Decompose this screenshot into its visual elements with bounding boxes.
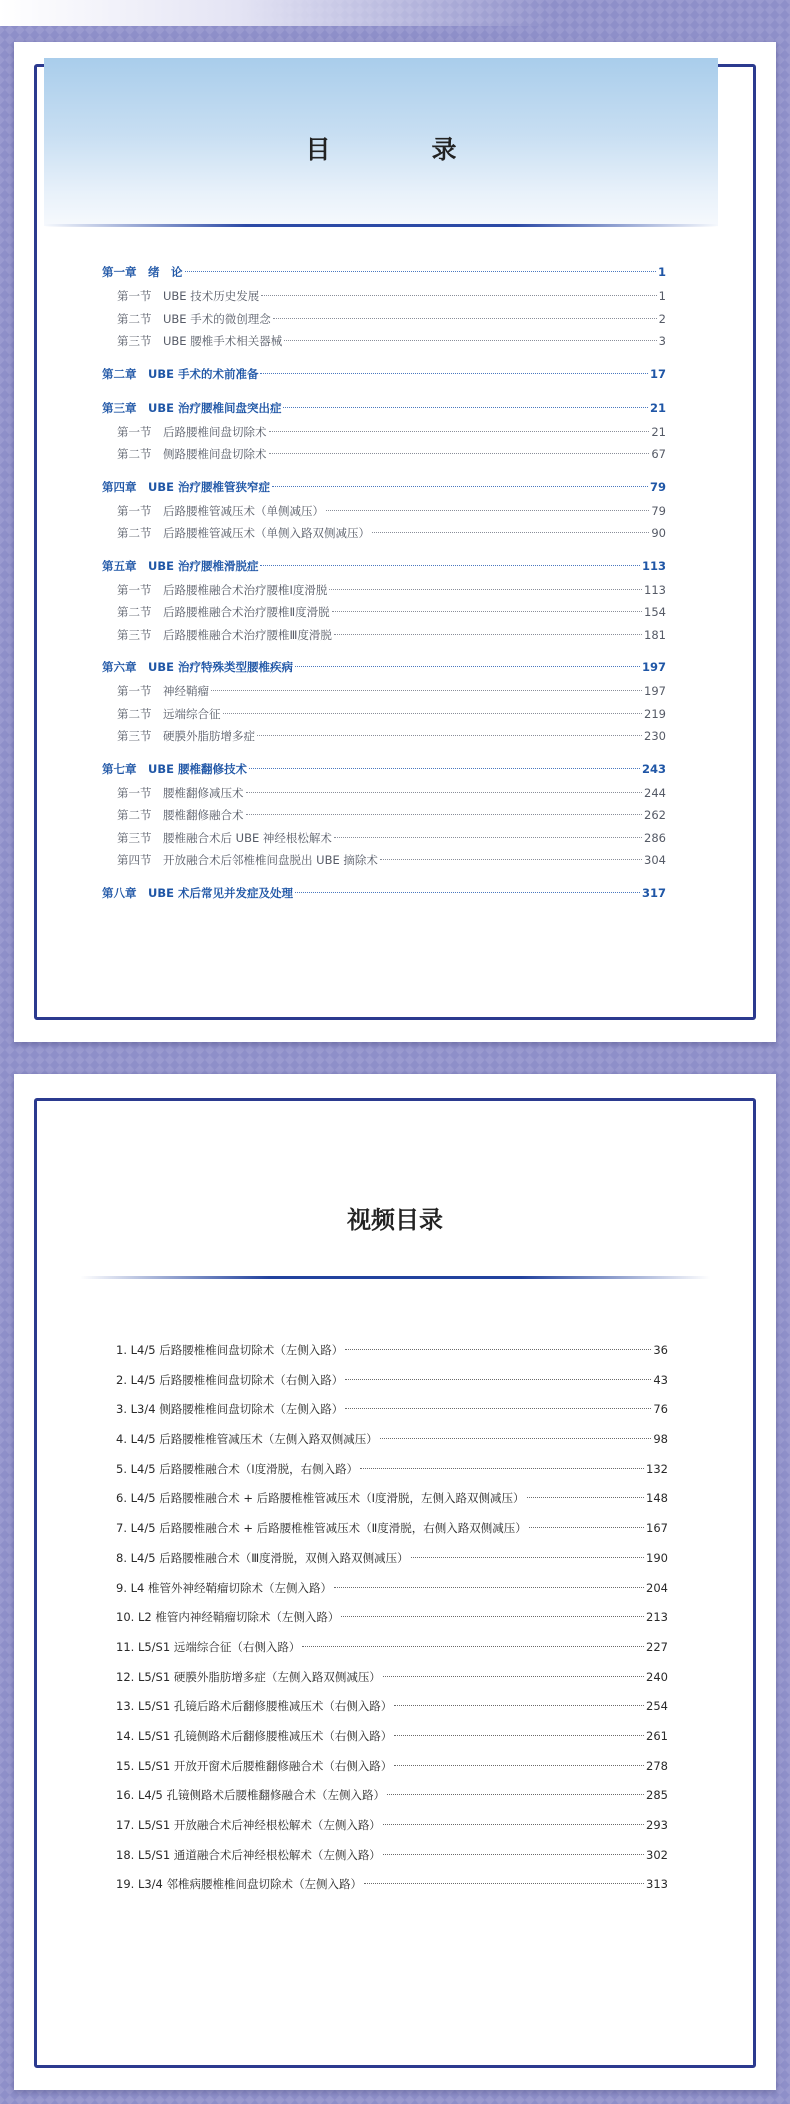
entry-label: 4. L4/5 后路腰椎椎管减压术（左侧入路双侧减压） — [116, 1432, 378, 1447]
entry-label: 第三章 UBE 治疗腰椎间盘突出症 — [102, 400, 282, 415]
video-entry[interactable] — [116, 1811, 668, 1841]
toc-section-entry[interactable] — [102, 522, 666, 545]
entry-label: 第二节 UBE 手术的微创理念 — [117, 311, 271, 326]
entry-page-number: 1 — [657, 265, 666, 279]
entry-page-number: 181 — [644, 627, 666, 642]
dot-leader — [383, 1676, 644, 1677]
toc-section-entry[interactable] — [102, 285, 666, 308]
entry-label: 第三节 硬膜外脂肪增多症 — [117, 729, 255, 743]
video-entry[interactable] — [116, 1663, 668, 1693]
dot-leader — [341, 1616, 644, 1617]
page-title: 目 录 — [305, 135, 495, 164]
toc-chapter-entry[interactable] — [102, 260, 666, 285]
dot-leader — [246, 792, 643, 793]
entry-label: 15. L5/S1 开放开窗术后腰椎翻修融合术（右侧入路） — [116, 1758, 393, 1773]
entry-page-number: 293 — [646, 1818, 668, 1832]
entry-page-number: 2 — [658, 311, 666, 326]
dot-leader — [326, 510, 649, 511]
entry-page-number: 21 — [651, 424, 666, 439]
entry-label: 12. L5/S1 硬膜外脂肪增多症（左侧入路双侧减压） — [116, 1669, 381, 1684]
entry-page-number: 262 — [644, 808, 666, 822]
dot-leader — [329, 589, 642, 590]
video-entry[interactable] — [116, 1633, 668, 1663]
entry-label: 9. L4 椎管外神经鞘瘤切除术（左侧入路） — [116, 1580, 333, 1595]
entry-page-number: 304 — [644, 853, 666, 867]
video-list — [116, 1336, 668, 1900]
toc-section-entry[interactable] — [102, 827, 666, 850]
entry-label: 第二节 腰椎翻修融合术 — [117, 808, 244, 822]
dot-leader — [380, 859, 642, 860]
banner-divider — [44, 224, 718, 227]
dot-leader — [249, 768, 640, 769]
dot-leader — [345, 1408, 651, 1409]
entry-label: 16. L4/5 孔镜侧路术后腰椎翻修融合术（左侧入路） — [116, 1788, 386, 1803]
dot-leader — [411, 1557, 644, 1558]
entry-label: 19. L3/4 邻椎病腰椎椎间盘切除术（左侧入路） — [116, 1877, 363, 1892]
dot-leader — [334, 634, 642, 635]
entry-page-number: 67 — [651, 447, 666, 461]
dot-leader — [332, 611, 642, 612]
entry-page-number: 79 — [649, 479, 666, 494]
entry-page-number: 302 — [646, 1847, 668, 1862]
entry-page-number: 213 — [646, 1610, 668, 1625]
entry-label: 5. L4/5 后路腰椎融合术（Ⅰ度滑脱，右侧入路） — [116, 1461, 359, 1476]
entry-label: 8. L4/5 后路腰椎融合术（Ⅲ度滑脱，双侧入路双侧减压） — [116, 1550, 409, 1565]
entry-label: 第一节 后路腰椎融合术治疗腰椎Ⅰ度滑脱 — [117, 582, 328, 597]
entry-label: 14. L5/S1 孔镜侧路术后翻修腰椎减压术（右侧入路） — [116, 1728, 393, 1743]
toc-chapter-entry[interactable] — [102, 475, 666, 500]
top-glow — [0, 0, 790, 26]
entry-page-number: 317 — [641, 885, 666, 900]
entry-label: 第四节 开放融合术后邻椎椎间盘脱出 UBE 摘除术 — [117, 853, 378, 867]
toc-section-entry[interactable] — [102, 782, 666, 805]
dot-leader — [383, 1854, 644, 1855]
toc-section-entry[interactable] — [102, 680, 666, 703]
toc-section-entry[interactable] — [102, 579, 666, 602]
dot-leader — [260, 565, 640, 566]
entry-page-number: 113 — [644, 582, 666, 597]
video-entry[interactable] — [116, 1752, 668, 1782]
entry-page-number: 167 — [646, 1521, 668, 1536]
toc-section-entry[interactable] — [102, 500, 666, 523]
dot-leader — [283, 407, 648, 408]
dot-leader — [394, 1735, 644, 1736]
toc-chapter-entry[interactable] — [102, 396, 666, 421]
entry-label: 第二章 UBE 手术的术前准备 — [102, 366, 259, 381]
entry-label: 1. L4/5 后路腰椎椎间盘切除术（左侧入路） — [116, 1343, 344, 1357]
entry-label: 10. L2 椎管内神经鞘瘤切除术（左侧入路） — [116, 1610, 340, 1625]
dot-leader — [383, 1824, 644, 1825]
dot-leader — [334, 1587, 644, 1588]
video-entry[interactable] — [116, 1336, 668, 1366]
dot-leader — [360, 1468, 644, 1469]
dot-leader — [345, 1349, 651, 1350]
dot-leader — [394, 1765, 644, 1766]
toc-chapter-entry[interactable] — [102, 881, 666, 906]
toc-chapter-entry[interactable] — [102, 757, 666, 782]
dot-leader — [261, 295, 656, 296]
entry-page-number: 261 — [646, 1728, 668, 1743]
entry-label: 第二节 后路腰椎管减压术（单侧入路双侧减压） — [117, 526, 370, 540]
entry-page-number: 132 — [646, 1461, 668, 1476]
title-divider — [80, 1276, 710, 1279]
entry-page-number: 21 — [649, 400, 666, 415]
video-entry[interactable] — [116, 1841, 668, 1871]
dot-leader — [211, 690, 642, 691]
video-entry[interactable] — [116, 1692, 668, 1722]
entry-label: 第七章 UBE 腰椎翻修技术 — [102, 761, 247, 776]
toc-section-entry[interactable] — [102, 330, 666, 353]
entry-label: 第一章 绪 论 — [102, 265, 183, 279]
entry-page-number: 285 — [646, 1788, 668, 1803]
entry-label: 第一节 腰椎翻修减压术 — [117, 785, 244, 800]
entry-label: 第一节 后路腰椎间盘切除术 — [117, 424, 267, 439]
dot-leader — [302, 1646, 644, 1647]
entry-label: 第一节 神经鞘瘤 — [117, 684, 209, 698]
dot-leader — [334, 837, 642, 838]
dot-leader — [246, 814, 643, 815]
dot-leader — [364, 1883, 644, 1884]
entry-label: 第三节 UBE 腰椎手术相关器械 — [117, 334, 283, 348]
entry-label: 第三节 腰椎融合术后 UBE 神经根松解术 — [117, 830, 332, 845]
dot-leader — [295, 666, 640, 667]
dot-leader — [295, 892, 640, 893]
toc-section-entry[interactable] — [102, 308, 666, 331]
entry-label: 第一节 后路腰椎管减压术（单侧减压） — [117, 503, 324, 518]
entry-page-number: 76 — [653, 1402, 668, 1417]
entry-page-number: 79 — [651, 503, 666, 518]
entry-label: 3. L3/4 侧路腰椎椎间盘切除术（左侧入路） — [116, 1402, 344, 1417]
dot-leader — [272, 486, 648, 487]
toc-section-entry[interactable] — [102, 421, 666, 444]
entry-page-number: 313 — [646, 1877, 668, 1892]
dot-leader — [345, 1379, 651, 1380]
toc-section-entry[interactable] — [102, 624, 666, 647]
dot-leader — [380, 1438, 652, 1439]
entry-page-number: 227 — [646, 1639, 668, 1654]
toc-chapter-entry[interactable] — [102, 554, 666, 579]
dot-leader — [527, 1497, 645, 1498]
entry-label: 第四章 UBE 治疗腰椎管狭窄症 — [102, 479, 270, 494]
entry-page-number: 1 — [658, 289, 666, 303]
entry-page-number: 230 — [644, 729, 666, 743]
toc-chapter-entry[interactable] — [102, 655, 666, 680]
entry-page-number: 286 — [644, 830, 666, 845]
toc-section-entry[interactable] — [102, 725, 666, 748]
toc-chapter-entry[interactable] — [102, 362, 666, 387]
dot-leader — [529, 1527, 644, 1528]
entry-page-number: 113 — [641, 558, 666, 573]
entry-page-number: 254 — [646, 1699, 668, 1714]
video-entry[interactable] — [116, 1870, 668, 1900]
entry-label: 第三节 后路腰椎融合术治疗腰椎Ⅲ度滑脱 — [117, 627, 332, 642]
entry-page-number: 36 — [653, 1343, 668, 1357]
video-entry[interactable] — [116, 1425, 668, 1455]
entry-page-number: 240 — [646, 1669, 668, 1684]
dot-leader — [269, 453, 650, 454]
entry-page-number: 98 — [653, 1432, 668, 1447]
entry-label: 第二节 远端综合征 — [117, 706, 221, 721]
dot-leader — [394, 1705, 644, 1706]
video-entry[interactable] — [116, 1484, 668, 1514]
entry-page-number: 90 — [651, 526, 666, 540]
entry-label: 2. L4/5 后路腰椎椎间盘切除术（右侧入路） — [116, 1372, 344, 1387]
dot-leader — [284, 340, 656, 341]
toc-section-entry[interactable] — [102, 443, 666, 466]
entry-label: 7. L4/5 后路腰椎融合术 + 后路腰椎椎管减压术（Ⅱ度滑脱，右侧入路双侧减压） — [116, 1521, 527, 1536]
toc-list — [102, 260, 666, 906]
entry-label: 第二节 侧路腰椎间盘切除术 — [117, 447, 267, 461]
toc-section-entry[interactable] — [102, 601, 666, 624]
entry-page-number: 148 — [646, 1491, 668, 1506]
toc-section-entry[interactable] — [102, 804, 666, 827]
video-entry[interactable] — [116, 1514, 668, 1544]
entry-label: 第一节 UBE 技术历史发展 — [117, 289, 260, 303]
entry-page-number: 278 — [646, 1758, 668, 1773]
video-entry[interactable] — [116, 1574, 668, 1604]
dot-leader — [223, 713, 643, 714]
entry-page-number: 243 — [641, 761, 666, 776]
entry-page-number: 3 — [658, 334, 666, 348]
dot-leader — [269, 431, 650, 432]
entry-page-number: 197 — [641, 660, 666, 674]
video-entry[interactable] — [116, 1455, 668, 1485]
entry-label: 第六章 UBE 治疗特殊类型腰椎疾病 — [102, 660, 293, 674]
video-entry[interactable] — [116, 1366, 668, 1396]
toc-section-entry[interactable] — [102, 849, 666, 872]
video-entry[interactable] — [116, 1603, 668, 1633]
entry-page-number: 197 — [644, 684, 666, 698]
entry-label: 第五章 UBE 治疗腰椎滑脱症 — [102, 558, 259, 573]
dot-leader — [185, 271, 656, 272]
entry-page-number: 244 — [644, 785, 666, 800]
entry-page-number: 17 — [649, 366, 666, 381]
video-entry[interactable] — [116, 1395, 668, 1425]
dot-leader — [273, 318, 657, 319]
entry-label: 17. L5/S1 开放融合术后神经根松解术（左侧入路） — [116, 1818, 381, 1832]
dot-leader — [387, 1794, 644, 1795]
entry-page-number: 43 — [653, 1372, 668, 1387]
toc-section-entry[interactable] — [102, 703, 666, 726]
entry-label: 第二节 后路腰椎融合术治疗腰椎Ⅱ度滑脱 — [117, 605, 330, 619]
entry-page-number: 219 — [644, 706, 666, 721]
dot-leader — [260, 373, 648, 374]
entry-page-number: 204 — [646, 1580, 668, 1595]
dot-leader — [257, 735, 642, 736]
entry-label: 6. L4/5 后路腰椎融合术 + 后路腰椎椎管减压术（Ⅰ度滑脱，左侧入路双侧减压） — [116, 1491, 525, 1506]
video-entry[interactable] — [116, 1544, 668, 1574]
entry-label: 18. L5/S1 通道融合术后神经根松解术（左侧入路） — [116, 1847, 381, 1862]
video-entry[interactable] — [116, 1781, 668, 1811]
entry-label: 11. L5/S1 远端综合征（右侧入路） — [116, 1639, 301, 1654]
entry-page-number: 190 — [646, 1550, 668, 1565]
entry-label: 第八章 UBE 术后常见并发症及处理 — [102, 885, 293, 900]
video-entry[interactable] — [116, 1722, 668, 1752]
entry-page-number: 154 — [644, 605, 666, 619]
video-page-title: 视频目录 — [347, 1205, 443, 1234]
entry-label: 13. L5/S1 孔镜后路术后翻修腰椎减压术（右侧入路） — [116, 1699, 393, 1714]
dot-leader — [372, 532, 649, 533]
